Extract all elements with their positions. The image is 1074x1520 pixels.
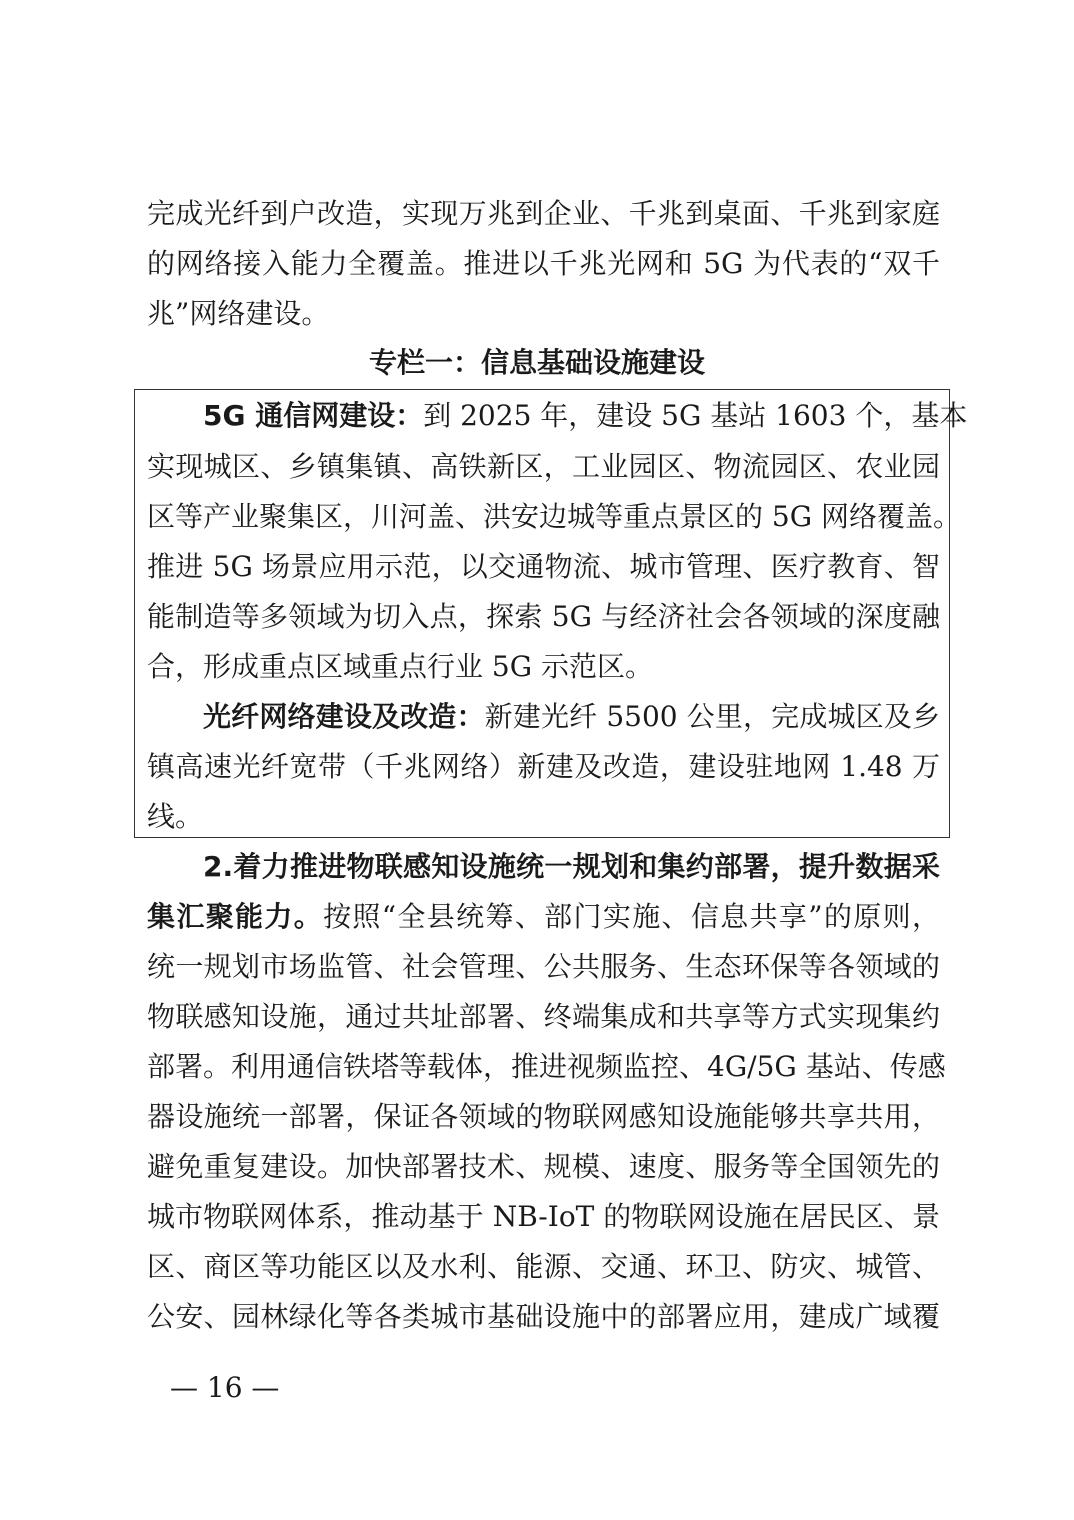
section2-line-4: 物联感知设施，通过共址部署、终端集成和共享等方式实现集约	[147, 1000, 940, 1033]
column-title: 专栏一：信息基础设施建设	[368, 346, 705, 379]
section2-heading-1: 2.着力推进物联感知设施统一规划和集约部署，提升数据采	[203, 850, 940, 883]
section2-line-5: 部署。利用通信铁塔等载体，推进视频监控、4G/5G 基站、传感	[147, 1050, 946, 1083]
section2-heading-2: 集汇聚能力。	[147, 900, 324, 933]
column-p1-line-1	[147, 398, 968, 434]
page-number: — 16 —	[170, 1371, 280, 1404]
column-p1-line-6: 合，形成重点区域重点行业 5G 示范区。	[147, 650, 653, 683]
column-p1-line-5: 能制造等多领域为切入点，探索 5G 与经济社会各领域的深度融	[147, 600, 940, 633]
column-p1-line-4: 推进 5G 场景应用示范，以交通物流、城市管理、医疗教育、智	[147, 550, 940, 583]
section2-line-2	[147, 899, 940, 935]
section2-line-8: 城市物联网体系，推动基于 NB-IoT 的物联网设施在居民区、景	[147, 1200, 940, 1233]
column-p2-line-1	[147, 699, 940, 735]
section2-line-3: 统一规划市场监管、社会管理、公共服务、生态环保等各领域的	[147, 950, 940, 983]
column-p1-line-3: 区等产业聚集区，川河盖、洪安边城等重点景区的 5G 网络覆盖。	[147, 500, 961, 533]
column-p2-text: 新建光纤 5500 公里，完成城区及乡	[484, 700, 940, 733]
column-p2-line-2: 镇高速光纤宽带（千兆网络）新建及改造，建设驻地网 1.48 万	[147, 750, 940, 783]
column-p1-line-2: 实现城区、乡镇集镇、高铁新区，工业园区、物流园区、农业园	[147, 450, 940, 483]
section2-line-7: 避免重复建设。加快部署技术、规模、速度、服务等全国领先的	[147, 1150, 940, 1183]
column-p2-line-3: 线。	[147, 800, 204, 833]
section2-line-2-text: 按照“全县统筹、部门实施、信息共享”的原则，	[323, 900, 940, 933]
intro-line-2: 的网络接入能力全覆盖。推进以千兆光网和 5G 为代表的“双千	[147, 247, 940, 280]
section2-heading-line-1	[147, 849, 940, 885]
column-p1-text: 到 2025 年，建设 5G 基站 1603 个，基本	[423, 399, 968, 432]
column-p1-label: 5G 通信网建设：	[203, 399, 424, 432]
intro-line-1: 完成光纤到户改造，实现万兆到企业、千兆到桌面、千兆到家庭	[147, 197, 940, 230]
intro-line-3: 兆”网络建设。	[147, 297, 330, 330]
section2-line-10: 公安、园林绿化等各类城市基础设施中的部署应用，建成广域覆	[147, 1300, 940, 1333]
column-p2-label: 光纤网络建设及改造：	[203, 700, 485, 733]
section2-line-6: 器设施统一部署，保证各领域的物联网感知设施能够共享共用，	[147, 1100, 940, 1133]
section2-line-9: 区、商区等功能区以及水利、能源、交通、环卫、防灾、城管、	[147, 1250, 940, 1283]
